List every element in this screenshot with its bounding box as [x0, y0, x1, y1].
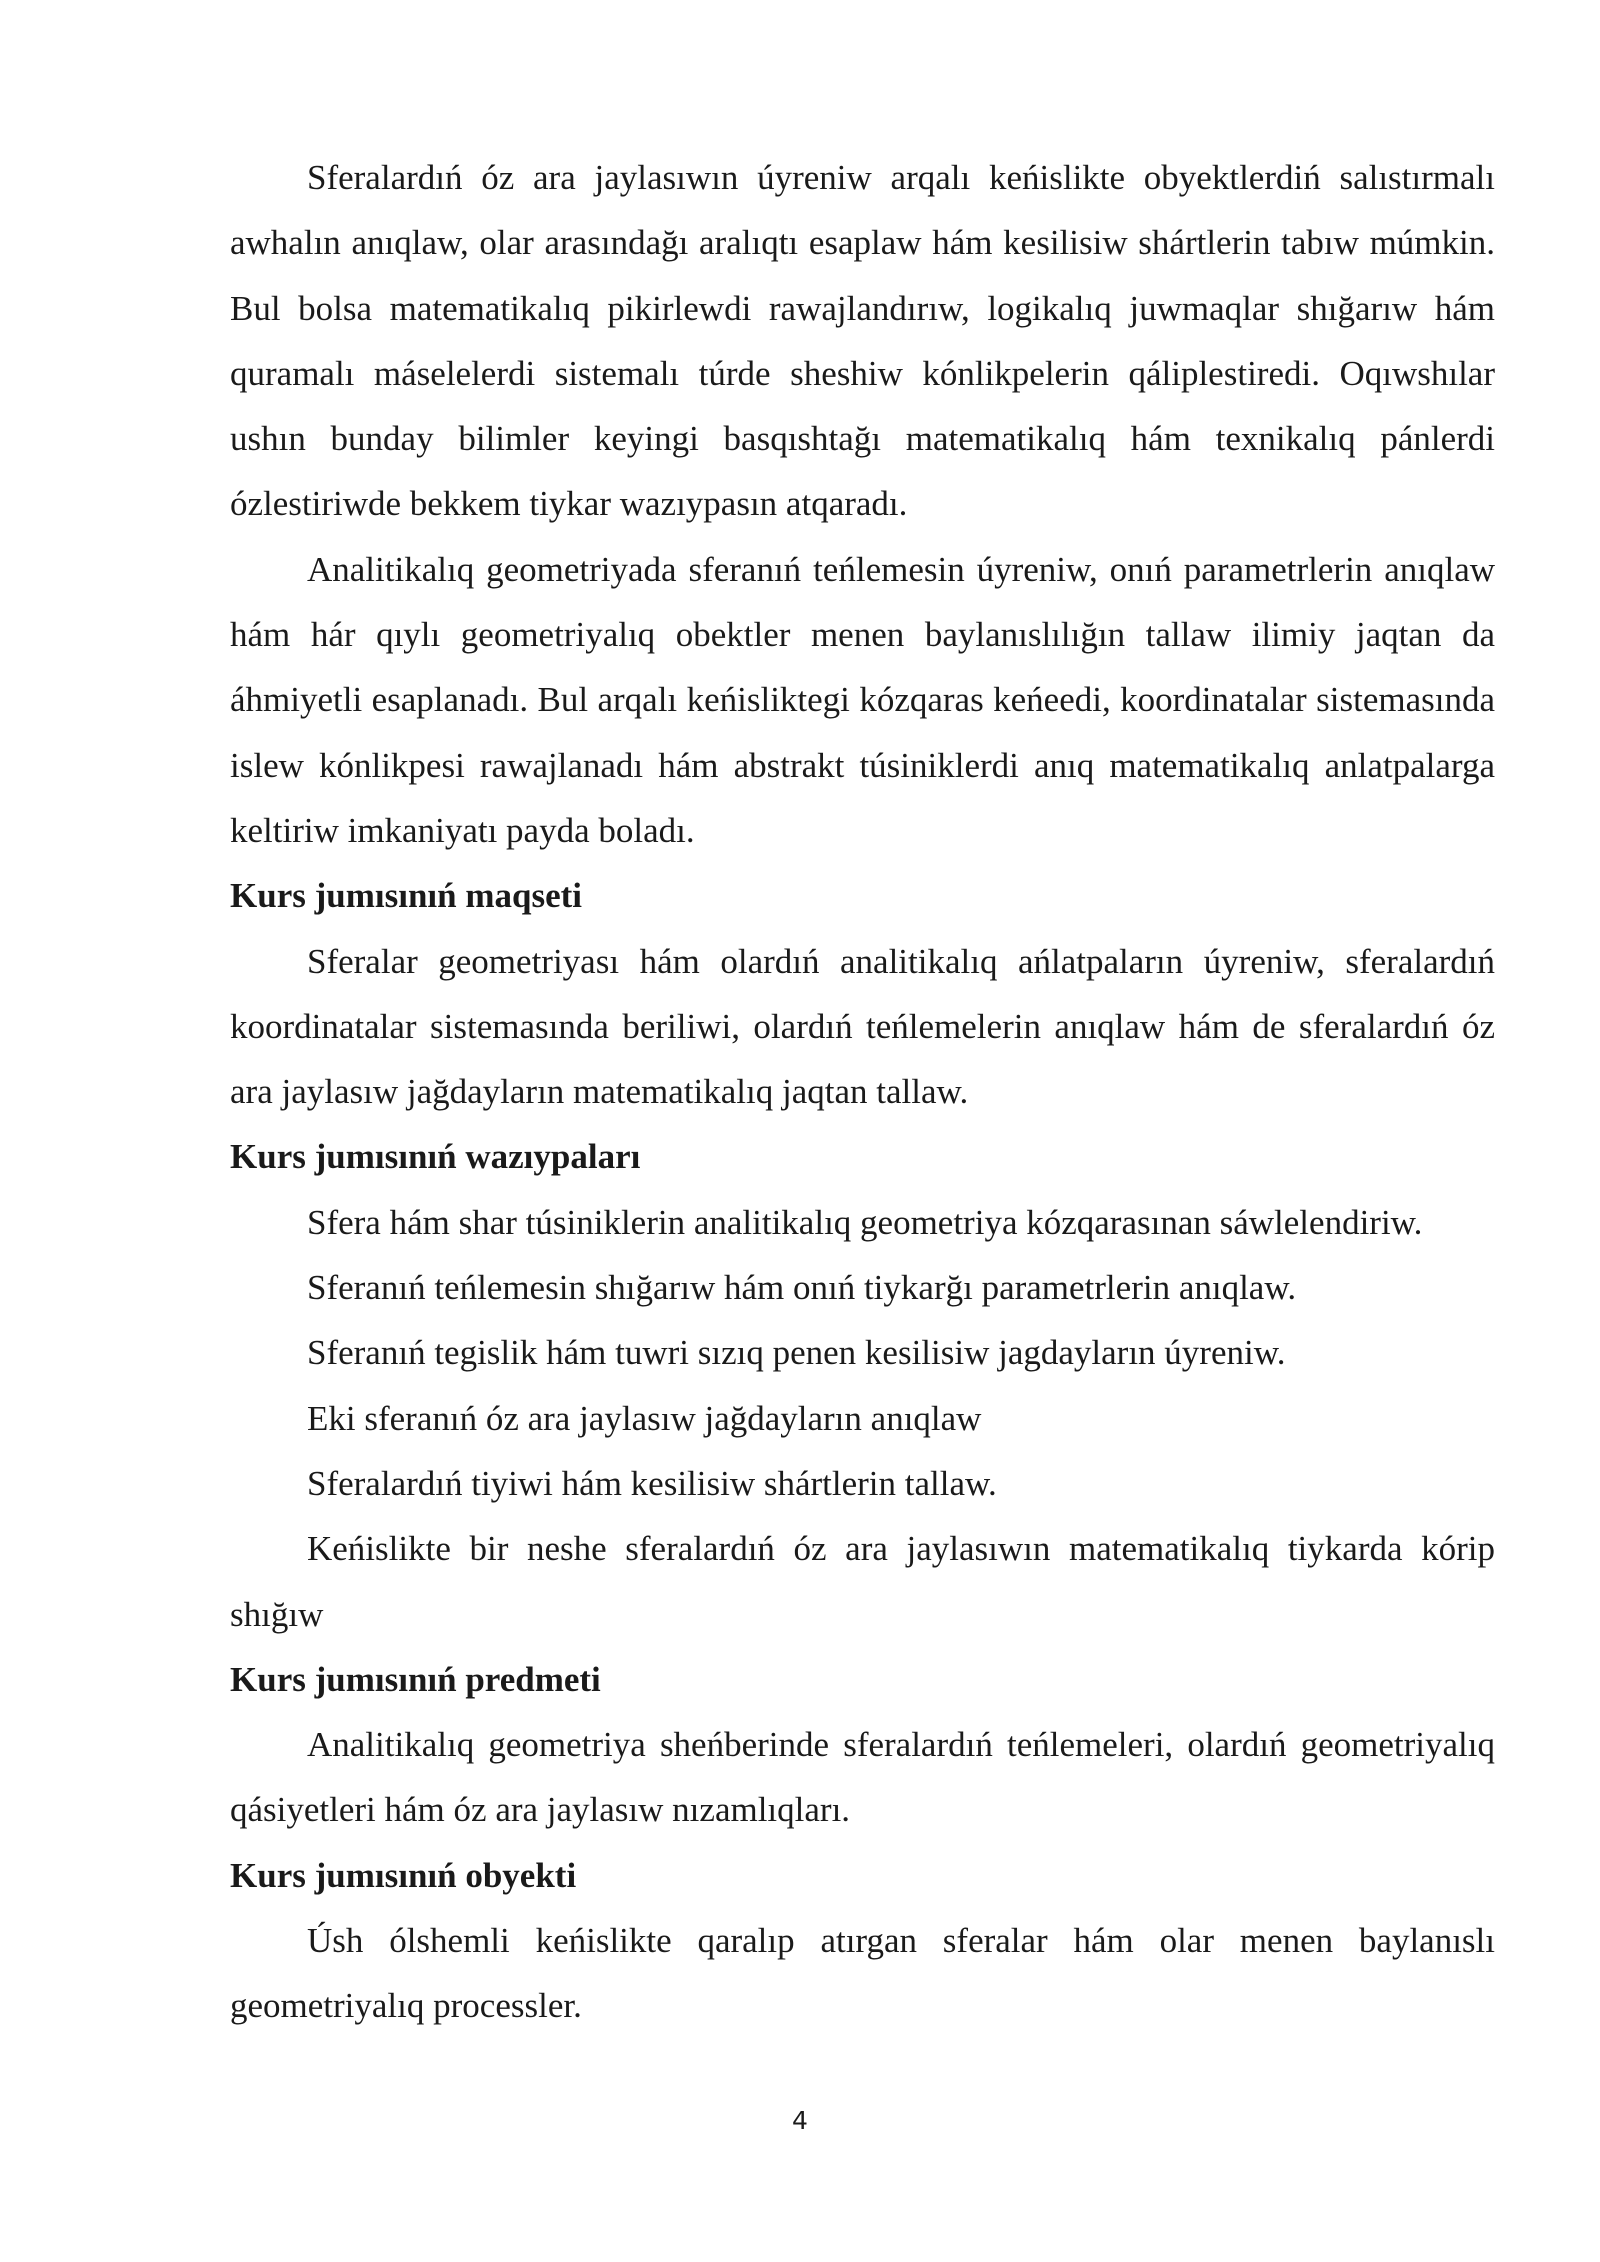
task-item: Eki sferanıń óz ara jaylasıw jağdayların anıqlaw: [307, 1398, 982, 1438]
task-item: Keńislikte bir neshe sferalardıń óz ara jaylasıwın matematikalıq tiykarda kórip shığıw: [230, 1529, 1495, 1634]
heading-obyekti: Kurs jumısınıń obyekti: [230, 1855, 577, 1895]
intro-paragraph-1: Sferalardıń óz ara jaylasıwın úyreniw arqalı keńislikte obyektlerdiń salıstırmalı awhalın anıqlaw, olar arasındağı aralıqtı esaplaw hám kesilisiw shártlerin tabıw múmkin. Bul bolsa matematikalıq pikirlewdi rawajlandırıw, logikalıq juwmaqlar shığarıw hám quramalı máselelerdi sistemalı túrde sheshiw kónlikpelerin qáliplestiredi. Oqıwshılar ushın bunday bilimler keyingi basqıshtağı matematikalıq hám texnikalıq pánlerdi ózlestiriwde bekkem tiykar wazıypasın atqaradı.: [230, 158, 1495, 524]
obyekti-text: Úsh ólshemli keńislikte qaralıp atırgan sferalar hám olar menen baylanıslı geometriyalıq processler.: [230, 1921, 1495, 2026]
page-number: 4: [792, 2106, 808, 2135]
task-item: Sfera hám shar túsiniklerin analitikalıq geometriya kózqarasınan sáwlelendiriw.: [307, 1202, 1423, 1242]
heading-maqseti: Kurs jumısınıń maqseti: [230, 876, 582, 916]
heading-predmeti: Kurs jumısınıń predmeti: [230, 1659, 601, 1699]
heading-wazıypalari: Kurs jumısınıń wazıypaları: [230, 1137, 641, 1177]
task-item: Sferalardıń tiyiwi hám kesilisiw shártlerin tallaw.: [307, 1463, 997, 1503]
page-body: [230, 145, 1495, 2039]
predmeti-text: Analitikalıq geometriya sheńberinde sferalardıń teńlemeleri, olardıń geometriyalıq qásiyetleri hám óz ara jaylasıw nızamlıqları.: [230, 1725, 1495, 1830]
intro-paragraph-2: Analitikalıq geometriyada sferanıń teńlemesin úyreniw, onıń parametrlerin anıqlaw hám hár qıylı geometriyalıq obektler menen baylanıslılığın tallaw ilimiy jaqtan da áhmiyetli esaplanadı. Bul arqalı keńisliktegi kózqaras keńeedi, koordinatalar sistemasında islew kónlikpesi rawajlanadı hám abstrakt túsiniklerdi anıq matematikalıq anlatpalarga keltiriw imkaniyatı payda boladı.: [230, 549, 1495, 850]
task-item: Sferanıń tegislik hám tuwri sızıq penen kesilisiw jagdayların úyreniw.: [307, 1333, 1286, 1373]
task-item: Sferanıń teńlemesin shığarıw hám onıń tiykarğı parametrlerin anıqlaw.: [307, 1268, 1297, 1308]
maqseti-text: Sferalar geometriyası hám olardıń analitikalıq ańlatpaların úyreniw, sferalardıń koordinatalar sistemasında beriliwi, olardıń teńlemelerin anıqlaw hám de sferalardıń óz ara jaylasıw jağdayların matematikalıq jaqtan tallaw.: [230, 941, 1495, 1112]
